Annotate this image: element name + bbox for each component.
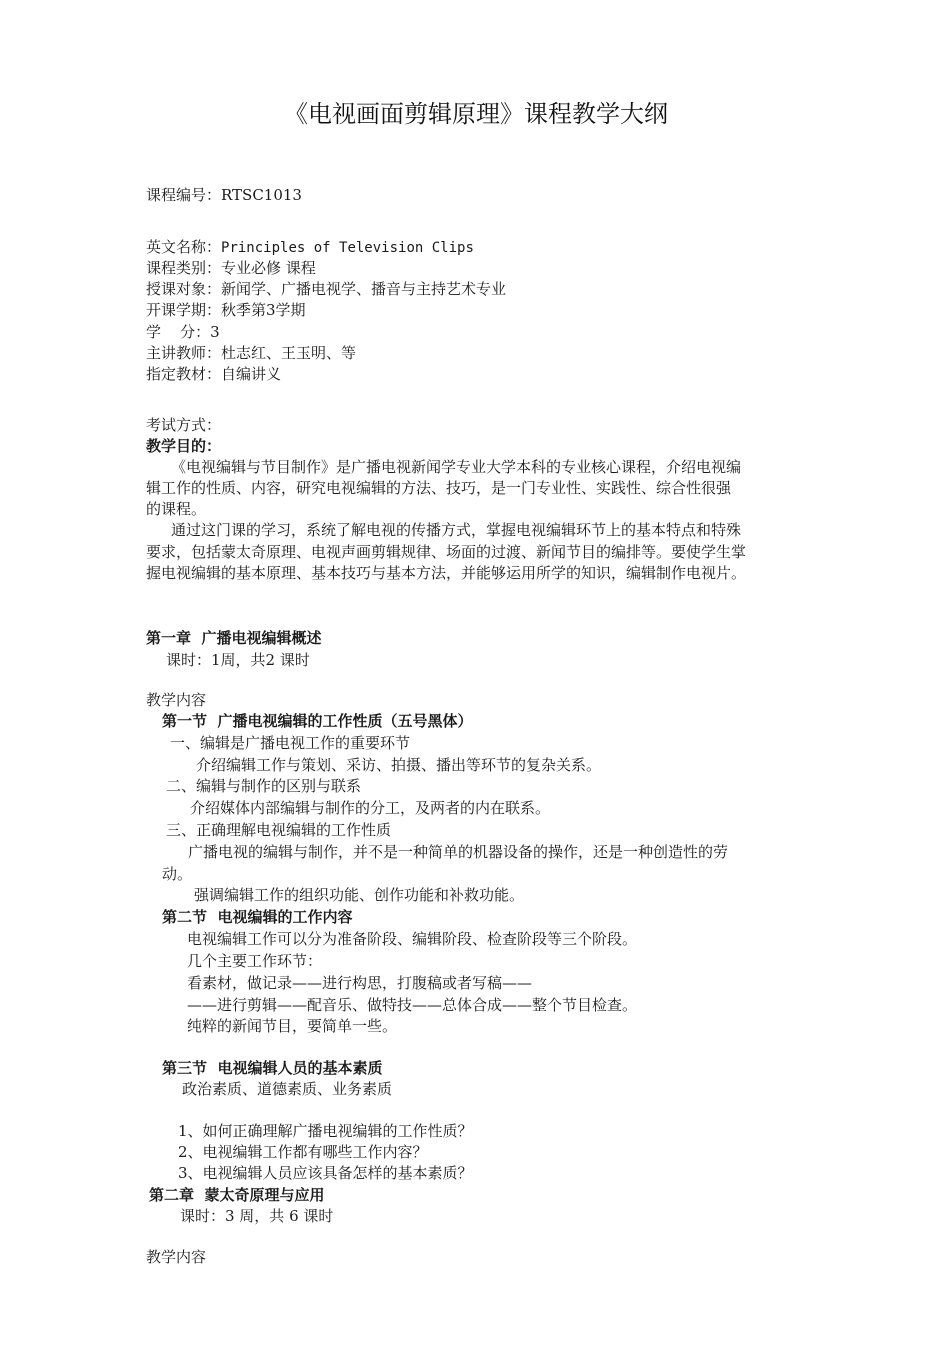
chapter-2-hours: 课时：3 周，共 6 课时 [180,1207,334,1225]
review-question-2: 2、电视编辑工作都有哪些工作内容？ [178,1143,428,1161]
english-name-label: 英文名称： [146,238,222,256]
aim-paragraph-1-line-2: 辑工作的性质、内容，研究电视编辑的方法、技巧，是一门专业性、实践性、综合性很强 [146,479,732,497]
aim-paragraph-1-line-1: 《电视编辑与节目制作》是广播电视新闻学专业大学本科的专业核心课程，介绍电视编 [171,458,742,476]
english-name-value: Principles of Television Clips [221,240,474,256]
section-2-line-2: 几个主要工作环节： [187,952,323,970]
course-semester: 开课学期：秋季第3学期 [146,301,306,319]
section-1-heading: 第一节 广播电视编辑的工作性质（五号黑体） [162,712,473,730]
chapter-1-content-label: 教学内容 [146,691,207,709]
chapter-2-content-label: 教学内容 [146,1248,207,1266]
english-name-line [146,237,474,259]
aim-paragraph-2-line-2: 要求，包括蒙太奇原理、电视声画剪辑规律、场面的过渡、新闻节目的编排等。要使学生掌 [146,543,747,561]
course-number-value: RTSC1013 [221,186,302,204]
section-1-item-3-body-line-3: 强调编辑工作的组织功能、创作功能和补救功能。 [194,886,525,904]
chapter-1-heading: 第一章 广播电视编辑概述 [146,629,322,647]
section-3-heading: 第三节 电视编辑人员的基本素质 [162,1059,383,1077]
chapter-2-heading: 第二章 蒙太奇原理与应用 [149,1186,325,1204]
aim-paragraph-2-line-1: 通过这门课的学习，系统了解电视的传播方式，掌握电视编辑环节上的基本特点和特殊 [171,521,742,539]
course-category: 课程类别：专业必修 课程 [146,259,316,277]
section-1-item-3-body-line-1: 广播电视的编辑与制作，并不是一种简单的机器设备的操作，还是一种创造性的劳 [188,843,729,861]
course-textbook: 指定教材：自编讲义 [146,365,282,383]
document-title: 《电视画面剪辑原理》课程教学大纲 [284,100,668,128]
course-audience: 授课对象：新闻学、广播电视学、播音与主持艺术专业 [146,280,507,298]
section-1-item-2: 二、编辑与制作的区别与联系 [166,777,362,795]
course-number-label: 课程编号： [146,186,222,204]
section-1-item-2-body: 介绍媒体内部编辑与制作的分工，及两者的内在联系。 [190,799,551,817]
review-question-1: 1、如何正确理解广播电视编辑的工作性质？ [178,1122,473,1140]
section-2-line-5: 纯粹的新闻节目，要简单一些。 [187,1017,398,1035]
aim-heading: 教学目的： [146,437,222,455]
review-question-3: 3、电视编辑人员应该具备怎样的基本素质？ [178,1164,473,1182]
exam-method: 考试方式： [146,416,222,434]
chapter-1-hours: 课时：1周，共2 课时 [166,651,310,669]
course-teachers: 主讲教师：杜志红、王玉明、等 [146,344,357,362]
aim-paragraph-2-line-3: 握电视编辑的基本原理、基本技巧与基本方法，并能够运用所学的知识，编辑制作电视片。 [146,564,747,582]
section-1-item-3-body-line-2: 动。 [162,865,193,883]
section-2-line-3: 看素材，做记录——进行构思，打腹稿或者写稿—— [187,974,533,992]
section-1-item-1-body: 介绍编辑工作与策划、采访、拍摄、播出等环节的复杂关系。 [196,756,602,774]
section-2-heading: 第二节 电视编辑的工作内容 [162,908,353,926]
course-number-line [146,185,302,206]
section-3-line-1: 政治素质、道德素质、业务素质 [182,1080,393,1098]
section-2-line-4: ——进行剪辑——配音乐、做特技——总体合成——整个节目检查。 [187,996,638,1014]
aim-paragraph-1-line-3: 的课程。 [146,500,207,518]
section-1-item-1: 一、编辑是广播电视工作的重要环节 [170,734,411,752]
course-credits: 学 分：3 [146,323,220,341]
section-2-line-1: 电视编辑工作可以分为准备阶段、编辑阶段、检查阶段等三个阶段。 [187,930,638,948]
section-1-item-3: 三、正确理解电视编辑的工作性质 [166,821,392,839]
